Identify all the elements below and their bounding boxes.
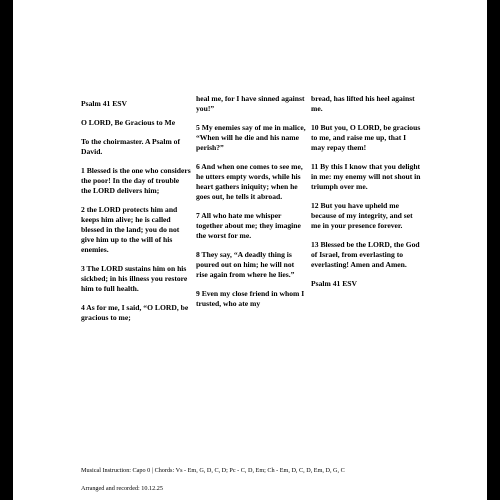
- verse-4-start: 4 As for me, I said, “O LORD, be gracious to me;: [81, 303, 189, 322]
- psalm-superscription: To the choirmaster. A Psalm of David.: [81, 137, 180, 156]
- verse-9-start: 9 Even my close friend in whom I trusted, who ate my: [196, 289, 305, 308]
- text-column-3: [311, 94, 421, 298]
- text-column-2: [196, 94, 306, 318]
- verse-3: 3 The LORD sustains him on his sickbed; in his illness you restore him to full health.: [81, 264, 188, 293]
- verse-6: 6 And when one comes to see me, he utters empty words, while his heart gathers iniquity; when he goes out, he tells it abroad.: [196, 162, 303, 201]
- verse-2: 2 the LORD protects him and keeps him alive; he is called blessed in the land; you do not give him up to the will of his enemies.: [81, 205, 180, 254]
- musical-instruction: Musical Instruction: Capo 0 | Chords: Vs - Em, G, D, C, D; Pc - C, D, Em; Ch - Em, D, C, D, Em, D, G, C: [81, 467, 345, 474]
- document-page: [13, 0, 487, 500]
- psalm-footer-reference: Psalm 41 ESV: [311, 279, 357, 288]
- psalm-heading: Psalm 41 ESV: [81, 99, 127, 108]
- verse-4-end: heal me, for I have sinned against you!”: [196, 94, 305, 113]
- verse-1: 1 Blessed is the one who considers the poor! In the day of trouble the LORD delivers him;: [81, 166, 191, 195]
- arranged-date: Arranged and recorded: 10.12.25: [81, 485, 163, 492]
- psalm-title: O LORD, Be Gracious to Me: [81, 118, 176, 127]
- verse-10: 10 But you, O LORD, be gracious to me, and raise me up, that I may repay them!: [311, 123, 421, 152]
- verse-8: 8 They say, “A deadly thing is poured out on him; he will not rise again from where he lies.”: [196, 250, 295, 279]
- verse-12: 12 But you have upheld me because of my integrity, and set me in your presence forever.: [311, 201, 413, 230]
- verse-7: 7 All who hate me whisper together about me; they imagine the worst for me.: [196, 211, 301, 240]
- verse-5: 5 My enemies say of me in malice, “When will he die and his name perish?”: [196, 123, 306, 152]
- verse-11: 11 By this I know that you delight in me: my enemy will not shout in triumph over me.: [311, 162, 421, 191]
- verse-13: 13 Blessed be the LORD, the God of Israel, from everlasting to everlasting! Amen and Amen.: [311, 240, 420, 269]
- text-column-1: [81, 99, 191, 332]
- verse-9-end: bread, has lifted his heel against me.: [311, 94, 415, 113]
